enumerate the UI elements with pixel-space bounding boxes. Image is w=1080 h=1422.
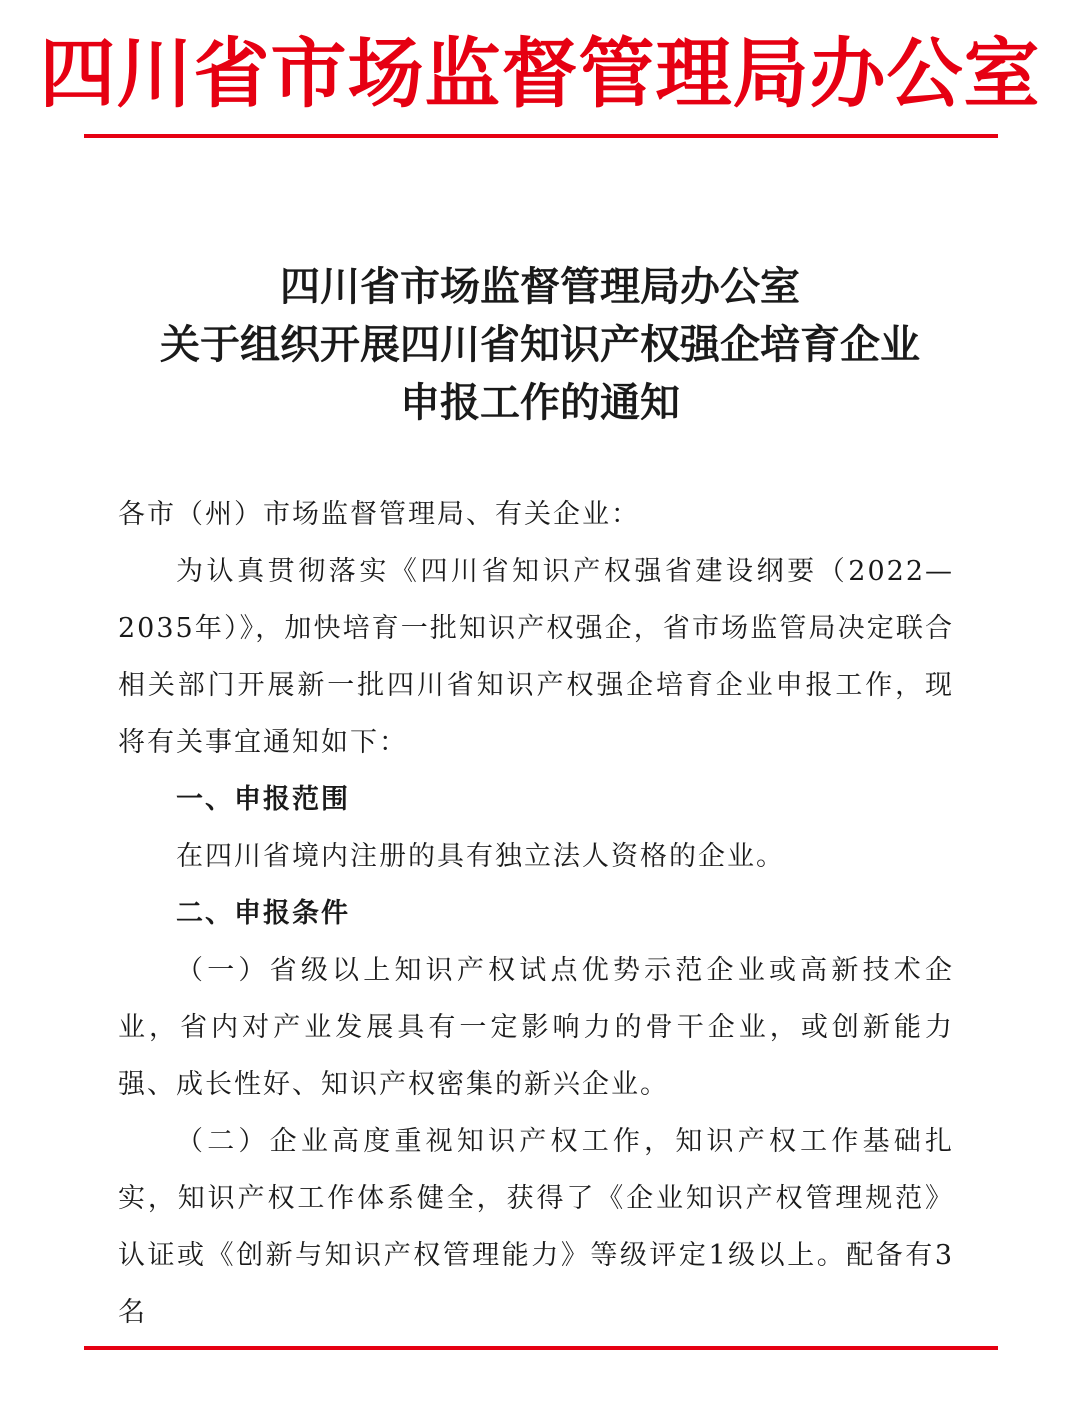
salutation: 各市（州）市场监督管理局、有关企业： [118, 499, 640, 530]
section-1-heading: 一、申报范围 [176, 784, 350, 815]
condition-1-paragraph: （一）省级以上知识产权试点优势示范企业或高新技术企业，省内对产业发展具有一定影响力的骨干企业，或创新能力强、成长性好、知识产权密集的新兴企业。 [118, 955, 954, 1100]
section-1-text: 在四川省境内注册的具有独立法人资格的企业。 [176, 841, 785, 872]
intro-paragraph: 为认真贯彻落实《四川省知识产权强省建设纲要（2022—2035年）》，加快培育一批知识产权强企，省市场监管局决定联合相关部门开展新一批四川省知识产权强企培育企业申报工作，现将有关事宜通知如下： [118, 556, 954, 758]
title-line-2: 关于组织开展四川省知识产权强企培育企业 [160, 322, 920, 368]
top-red-rule [84, 134, 998, 138]
issuer-masthead: 四川省市场监督管理局办公室 [39, 29, 1041, 118]
title-line-1: 四川省市场监督管理局办公室 [280, 264, 800, 310]
document-body [118, 486, 954, 1341]
document-title [0, 258, 1080, 432]
section-2-heading: 二、申报条件 [176, 898, 350, 929]
title-line-3: 申报工作的通知 [400, 380, 680, 426]
bottom-red-rule [84, 1346, 998, 1350]
condition-2-paragraph: （二）企业高度重视知识产权工作，知识产权工作基础扎实，知识产权工作体系健全，获得了《企业知识产权管理规范》认证或《创新与知识产权管理能力》等级评定1级以上。配备有3名 [118, 1126, 954, 1328]
